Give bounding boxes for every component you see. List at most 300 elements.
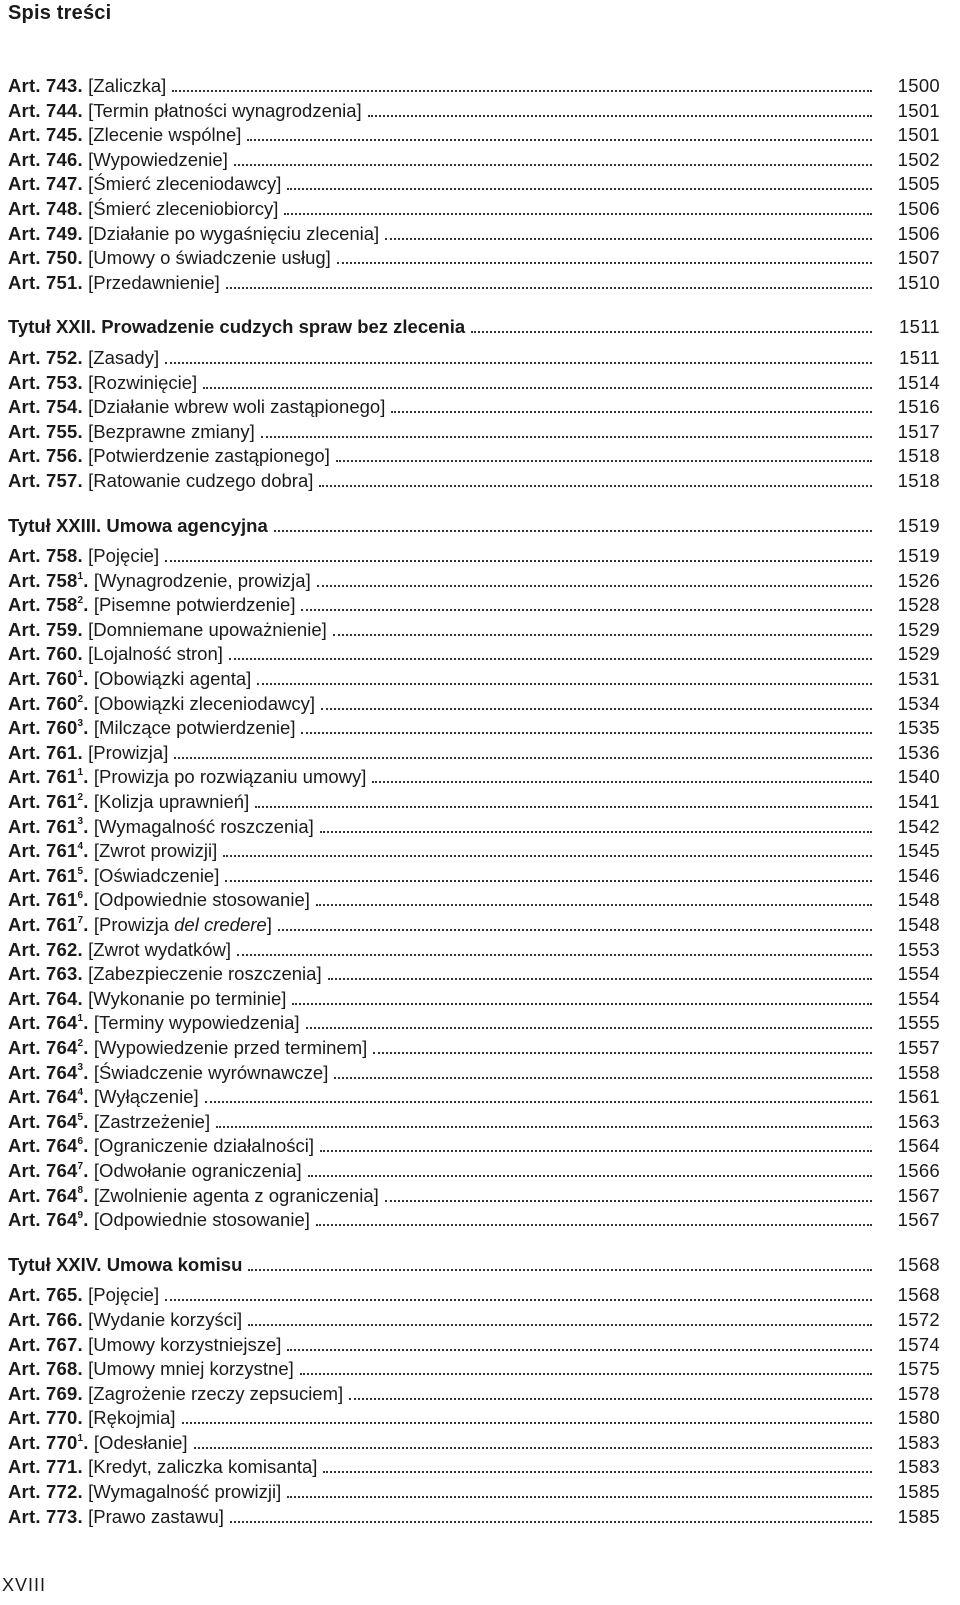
article-number: Art. 771. [8, 1456, 89, 1478]
toc-page-number: 1554 [897, 987, 940, 1009]
article-superscript: 1 [77, 1432, 84, 1444]
article-title: [Odesłanie] [93, 1431, 188, 1453]
article-title: [Zabezpieczenie roszczenia] [88, 963, 322, 985]
article-num: 761 [46, 741, 78, 763]
toc-entry-text [8, 815, 314, 840]
article-number: Art. $761^7$. [8, 914, 94, 935]
article-number: Art. 748. [8, 197, 89, 219]
dot-leader [372, 781, 872, 783]
toc-entry-text [8, 74, 166, 99]
article-num: 768 [46, 1358, 78, 1380]
article-number: Art. 764. [8, 987, 89, 1009]
article-superscript: 5 [77, 865, 84, 877]
toc-entry [8, 1357, 940, 1382]
article-number: Art. 772. [8, 1481, 89, 1503]
dot-leader [274, 530, 872, 532]
toc-entry-text [8, 987, 286, 1012]
dot-leader [300, 1373, 872, 1375]
article-number: Art. $760^2$. [8, 692, 94, 714]
article-title: [Umowy mniej korzystne] [88, 1358, 294, 1380]
toc-page-number: 1548 [897, 914, 940, 935]
article-title: [Zasady] [88, 346, 160, 368]
toc-entry [8, 99, 940, 124]
article-number: Art. $761^4$. [8, 840, 94, 862]
article-superscript: 8 [77, 1185, 84, 1197]
dot-leader [287, 1349, 872, 1351]
article-title: [Odpowiednie stosowanie] [93, 1209, 310, 1231]
article-num: 759 [46, 618, 78, 640]
toc-entry-text [8, 444, 330, 469]
article-title: [Milczące potwierdzenie] [93, 717, 296, 739]
toc-entry [8, 1406, 940, 1431]
toc-page-number: 1574 [897, 1333, 940, 1355]
article-superscript: 5 [77, 1111, 84, 1123]
article-number: Art. $761^5$. [8, 864, 94, 886]
dot-leader [319, 485, 872, 487]
toc-page-number: 1585 [897, 1505, 940, 1527]
article-superscript: 7 [77, 1160, 84, 1172]
toc-entry [8, 1184, 940, 1209]
dot-leader [308, 1175, 872, 1177]
toc-page-number: 1505 [897, 173, 940, 195]
article-title: [Kolizja uprawnień] [93, 791, 250, 813]
article-superscript: 2 [77, 1037, 84, 1049]
toc-entry [8, 123, 940, 148]
toc-entry-text [8, 1431, 188, 1456]
article-title: [Działanie po wygaśnięciu zlecenia] [88, 222, 380, 244]
dot-leader [194, 1447, 872, 1449]
dot-leader [333, 634, 872, 636]
article-title: [Zlecenie wspólne] [88, 124, 242, 146]
toc-entry [8, 839, 940, 864]
toc-page-number: 1563 [897, 1110, 940, 1132]
toc-entry [8, 692, 940, 717]
article-num: 749 [46, 222, 78, 244]
toc-page-number: 1558 [897, 1061, 940, 1083]
dot-leader [230, 1521, 872, 1523]
toc-entry-text [8, 642, 223, 667]
article-number: Art. $761^2$. [8, 791, 94, 813]
article-superscript: 3 [77, 1062, 84, 1074]
toc-entry-text [8, 315, 465, 340]
article-title: [Prowizja] [88, 741, 169, 763]
article-title: [Odwołanie ograniczenia] [93, 1159, 302, 1181]
article-num: 767 [46, 1333, 78, 1355]
article-num: 760 [46, 692, 78, 714]
article-number: Art. 754. [8, 396, 89, 418]
article-num: 761 [46, 864, 78, 886]
toc-entry [8, 938, 940, 963]
article-superscript: 2 [77, 791, 84, 803]
article-num: 750 [46, 247, 78, 269]
dot-leader [391, 411, 872, 413]
toc-entry-text [8, 1208, 310, 1233]
article-title: [Wypowiedzenie przed terminem] [93, 1036, 368, 1058]
toc-entry [8, 765, 940, 790]
article-number: Art. 773. [8, 1505, 89, 1527]
dot-leader [261, 436, 872, 438]
article-number: Art. $758^2$. [8, 594, 94, 616]
toc-entry [8, 469, 940, 494]
dot-leader [385, 1200, 872, 1202]
article-number: Art. $764^7$. [8, 1159, 94, 1181]
article-num: 753 [46, 371, 78, 393]
article-number: Art. $760^1$. [8, 668, 94, 690]
page-number: XVIII [2, 1575, 47, 1595]
article-title: [Zwrot wydatków] [88, 938, 232, 960]
toc-page-number: 1567 [897, 1184, 940, 1206]
toc-entry-text [8, 790, 249, 815]
toc-entry [8, 1283, 940, 1308]
article-title: [Zagrożenie rzeczy zepsuciem] [88, 1382, 344, 1404]
article-number: Art. 767. [8, 1333, 89, 1355]
article-title: [Wynagrodzenie, prowizja] [93, 569, 311, 591]
article-title: [Pojęcie] [88, 1284, 160, 1306]
article-number: Art. $764^6$. [8, 1135, 94, 1157]
dot-leader [248, 1269, 872, 1271]
article-title: [Zastrzeżenie] [93, 1110, 211, 1132]
article-number: Art. $761^3$. [8, 815, 94, 837]
dot-leader [226, 287, 872, 289]
toc-page-number: 1529 [897, 643, 940, 665]
toc-entry-text [8, 839, 217, 864]
dot-leader [316, 904, 872, 906]
toc-page-number: 1572 [897, 1308, 940, 1330]
dot-leader [301, 609, 872, 611]
article-title: [Prowizja po rozwiązaniu umowy] [93, 766, 367, 788]
article-number: Art. 756. [8, 445, 89, 467]
page-title: Spis treści [8, 2, 112, 24]
article-number: Art. $764^4$. [8, 1086, 94, 1108]
article-title: [Wyłączenie] [93, 1086, 199, 1108]
dot-leader [165, 1299, 872, 1301]
toc-entry-text [8, 1134, 314, 1159]
article-num: 752 [46, 346, 78, 368]
toc-entry [8, 197, 940, 222]
toc-entry-text [8, 692, 315, 717]
dot-leader [323, 1471, 872, 1473]
article-title: [Kredyt, zaliczka komisanta] [88, 1456, 318, 1478]
toc-page-number: 1554 [897, 963, 940, 985]
article-num: 764 [46, 1036, 78, 1058]
toc-page-number: 1519 [897, 545, 940, 567]
article-title: [Pisemne potwierdzenie] [93, 594, 296, 616]
article-number: Art. 749. [8, 222, 89, 244]
toc-entry [8, 444, 940, 469]
article-title: [Odpowiednie stosowanie] [93, 889, 310, 911]
toc-page-number: 1548 [897, 889, 940, 911]
toc-entry-text [8, 716, 295, 741]
article-num: 758 [46, 594, 78, 616]
toc-page-number: 1526 [897, 569, 940, 591]
article-number: Art. 762. [8, 938, 89, 960]
toc-entry-text [8, 962, 322, 987]
article-number: Art. $764^8$. [8, 1184, 94, 1206]
article-num: 764 [46, 1012, 78, 1034]
toc-entry [8, 346, 940, 371]
toc-page-number: 1580 [897, 1407, 940, 1429]
dot-leader [216, 1126, 872, 1128]
toc-entry-text [8, 593, 295, 618]
article-num: 770 [46, 1431, 78, 1453]
article-superscript: 9 [77, 1209, 84, 1221]
dot-leader [172, 90, 872, 92]
dot-leader [205, 1101, 872, 1103]
article-superscript: 2 [77, 595, 84, 607]
dot-leader [182, 1422, 872, 1424]
toc-entry [8, 888, 940, 913]
toc-entry-text [8, 741, 168, 766]
article-title: [Umowy korzystniejsze] [88, 1333, 282, 1355]
article-number: Art. $764^3$. [8, 1061, 94, 1083]
dot-leader [287, 188, 872, 190]
article-title: [Obowiązki agenta] [93, 668, 252, 690]
toc-page-number: 1585 [897, 1481, 940, 1503]
article-num: 748 [46, 197, 78, 219]
toc-entry [8, 815, 940, 840]
toc-page-number: 1536 [897, 741, 940, 763]
article-num: 764 [46, 1209, 78, 1231]
article-number: Art. $764^2$. [8, 1036, 94, 1058]
toc-page-number: 1540 [897, 766, 940, 788]
article-number: Art. $761^1$. [8, 766, 94, 788]
article-number: Art. 746. [8, 148, 89, 170]
toc-page-number: 1514 [897, 371, 940, 393]
dot-leader [373, 1052, 872, 1054]
article-number: Art. 750. [8, 247, 89, 269]
toc-entry-text [8, 1011, 300, 1036]
toc-entry [8, 642, 940, 667]
dot-leader [317, 585, 872, 587]
article-title: [Wymagalność roszczenia] [93, 815, 314, 837]
article-superscript: 2 [77, 693, 84, 705]
table-of-contents [8, 74, 940, 1529]
article-num: 771 [46, 1456, 78, 1478]
dot-leader [229, 658, 872, 660]
article-superscript: 3 [77, 816, 84, 828]
article-title: [Bezprawne zmiany] [88, 420, 255, 442]
toc-entry-text [8, 246, 331, 271]
toc-entry [8, 148, 940, 173]
toc-entry-text [8, 1159, 302, 1184]
toc-entry-text [8, 1382, 343, 1407]
toc-entry [8, 618, 940, 643]
toc-entry [8, 741, 940, 766]
toc-entry [8, 172, 940, 197]
toc-page-number: 1518 [897, 469, 940, 491]
article-number: Art. $758^1$. [8, 569, 94, 591]
toc-entry-text [8, 1308, 242, 1333]
toc-page-number: 1502 [897, 148, 940, 170]
article-number: Art. 768. [8, 1358, 89, 1380]
article-number: Art. 753. [8, 371, 89, 393]
toc-entry [8, 395, 940, 420]
article-number: Art. 765. [8, 1284, 89, 1306]
toc-heading [8, 1253, 940, 1278]
toc-entry [8, 1159, 940, 1184]
dot-leader [203, 387, 872, 389]
article-num: 772 [46, 1481, 78, 1503]
toc-page-number: 1535 [897, 717, 940, 739]
article-num: 764 [46, 1086, 78, 1108]
article-num: 755 [46, 420, 78, 442]
toc-page-number: 1519 [897, 514, 940, 536]
toc-entry-text [8, 1505, 224, 1530]
article-title: [Śmierć zleceniobiorcy] [88, 197, 279, 219]
toc-entry [8, 271, 940, 296]
article-num: 761 [46, 815, 78, 837]
dot-leader [174, 757, 872, 759]
toc-page-number: 1541 [897, 791, 940, 813]
article-num: 762 [46, 938, 78, 960]
article-title: [Przedawnienie] [88, 271, 220, 293]
article-number: Art. 744. [8, 99, 89, 121]
article-number: Art. 769. [8, 1382, 89, 1404]
toc-entry [8, 1134, 940, 1159]
article-num: 766 [46, 1308, 78, 1330]
toc-page-number: 1545 [897, 840, 940, 862]
article-title: [Prawo zastawu] [88, 1505, 224, 1527]
article-superscript: 6 [77, 1136, 84, 1148]
toc-page-number: 1534 [897, 692, 940, 714]
dot-leader [334, 1077, 872, 1079]
dot-leader [321, 708, 872, 710]
toc-page-number: 1506 [897, 222, 940, 244]
article-title: [Umowy o świadczenie usług] [88, 247, 331, 269]
article-num: 760 [46, 668, 78, 690]
dot-leader [257, 683, 872, 685]
article-num: 761 [46, 791, 78, 813]
article-number: Art. $764^9$. [8, 1209, 94, 1231]
article-title: [Pojęcie] [88, 545, 160, 567]
article-num: 744 [46, 99, 78, 121]
article-num: 746 [46, 148, 78, 170]
article-num: 754 [46, 396, 78, 418]
toc-page-number: 1568 [897, 1284, 940, 1306]
article-superscript: 7 [77, 914, 84, 926]
article-num: 758 [46, 569, 78, 591]
article-title: [Zwrot prowizji] [93, 840, 218, 862]
toc-page-number: 1561 [897, 1086, 940, 1108]
toc-entry-text [8, 569, 311, 594]
article-title: [Oświadczenie] [93, 864, 220, 886]
dot-leader [328, 978, 872, 980]
dot-leader [287, 1496, 872, 1498]
article-title: [Potwierdzenie zastąpionego] [88, 445, 330, 467]
toc-entry [8, 962, 940, 987]
article-title: [Rozwinięcie] [88, 371, 198, 393]
article-num: 757 [46, 469, 78, 491]
dot-leader [316, 1224, 872, 1226]
toc-page-number: 1564 [897, 1135, 940, 1157]
toc-page-number: 1567 [897, 1209, 940, 1231]
article-title: [Świadczenie wyrównawcze] [93, 1061, 329, 1083]
dot-leader [368, 115, 872, 117]
toc-entry [8, 1085, 940, 1110]
toc-entry-text [8, 1085, 199, 1110]
article-number: Art. $764^1$. [8, 1012, 94, 1034]
article-num: 761 [46, 889, 78, 911]
article-number: Art. 770. [8, 1407, 89, 1429]
toc-entry [8, 716, 940, 741]
toc-page-number: 1578 [897, 1382, 940, 1404]
article-number: Art. $764^5$. [8, 1110, 94, 1132]
article-num: 764 [46, 1061, 78, 1083]
dot-leader [237, 954, 872, 956]
toc-entry-text [8, 271, 220, 296]
toc-entry [8, 1308, 940, 1333]
toc-page-number: 1518 [897, 445, 940, 467]
article-num: 769 [46, 1382, 78, 1404]
article-num: 761 [46, 766, 78, 788]
article-title: [Wymagalność prowizji] [88, 1481, 282, 1503]
toc-entry-text [8, 1184, 379, 1209]
article-title: [Śmierć zleceniodawcy] [88, 173, 282, 195]
article-number: Art. 766. [8, 1308, 89, 1330]
toc-entry-text [8, 148, 228, 173]
article-title: [Działanie wbrew woli zastąpionego] [88, 396, 386, 418]
article-num: 758 [46, 545, 78, 567]
article-title: [Domniemane upoważnienie] [88, 618, 327, 640]
title-heading: Tytuł XXII. Prowadzenie cudzych spraw bez zlecenia [8, 316, 466, 338]
toc-entry-text [8, 1406, 176, 1431]
toc-page-number: 1575 [897, 1358, 940, 1380]
article-num: 765 [46, 1284, 78, 1306]
title-heading: Tytuł XXIV. Umowa komisu [8, 1253, 243, 1275]
toc-page-number: 1506 [897, 197, 940, 219]
toc-entry [8, 1110, 940, 1135]
toc-entry-text [8, 913, 272, 938]
article-number: Art. 757. [8, 469, 89, 491]
dot-leader [306, 1027, 872, 1029]
toc-entry [8, 864, 940, 889]
toc-entry [8, 420, 940, 445]
toc-entry-text [8, 99, 362, 124]
toc-entry-text [8, 618, 327, 643]
article-title: [Wydanie korzyści] [88, 1308, 243, 1330]
toc-page-number: 1500 [897, 75, 940, 96]
article-superscript: 3 [77, 718, 84, 730]
article-number: Art. 761. [8, 741, 89, 763]
toc-entry-text [8, 1333, 281, 1358]
article-title: [Zaliczka] [88, 75, 167, 96]
article-superscript: 6 [77, 890, 84, 902]
article-num: 764 [46, 1184, 78, 1206]
article-title: [Zwolnienie agenta z ograniczenia] [93, 1184, 379, 1206]
article-title: [Ratowanie cudzego dobra] [88, 469, 314, 491]
toc-entry-text [8, 938, 231, 963]
toc-entry-text [8, 172, 281, 197]
toc-page-number: 1528 [897, 594, 940, 616]
dot-leader [301, 732, 872, 734]
article-number: Art. 755. [8, 420, 89, 442]
toc-entry [8, 544, 940, 569]
toc-page-number: 1566 [897, 1159, 940, 1181]
article-num: 764 [46, 1159, 78, 1181]
toc-entry [8, 1333, 940, 1358]
toc-entry [8, 667, 940, 692]
article-title: [Prowizja del credere] [93, 914, 272, 935]
toc-page-number: 1531 [897, 668, 940, 690]
toc-entry-text [8, 667, 251, 692]
toc-page-number: 1516 [897, 396, 940, 418]
dot-leader [471, 331, 872, 333]
toc-entry-text [8, 123, 241, 148]
toc-page-number: 1542 [897, 815, 940, 837]
dot-leader [320, 831, 872, 833]
toc-entry-text [8, 1283, 159, 1308]
article-number: Art. 745. [8, 124, 89, 146]
